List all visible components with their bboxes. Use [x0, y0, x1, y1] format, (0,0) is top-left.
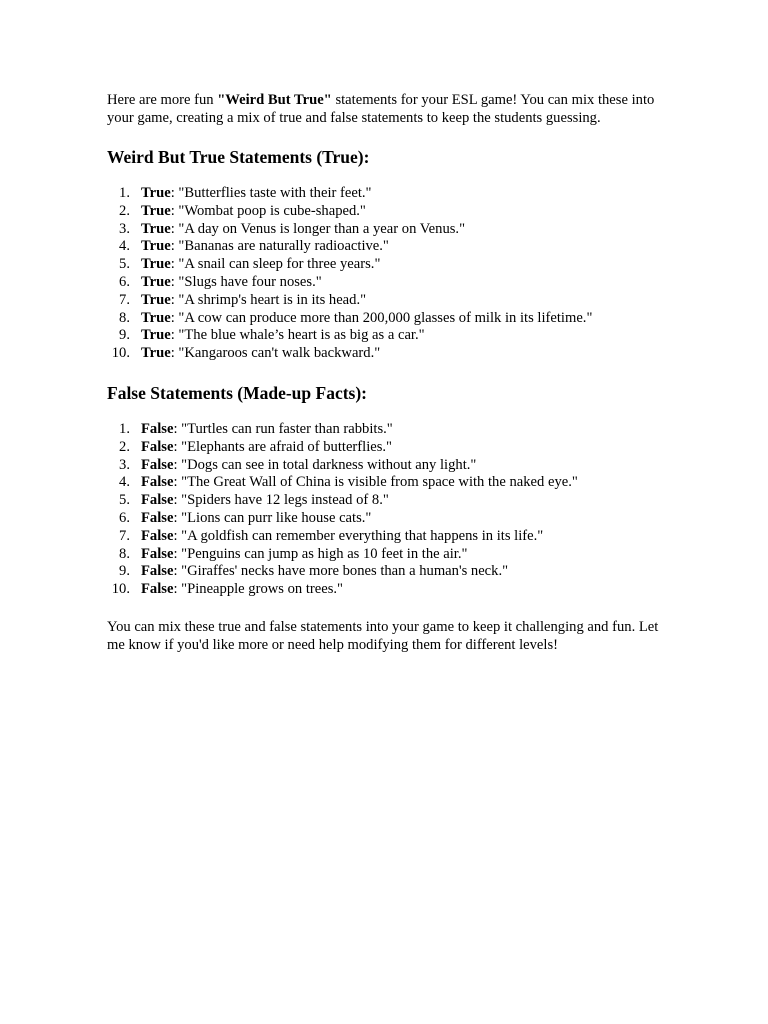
statement-label: False: [141, 456, 174, 473]
statement-text: : "Giraffes' necks have more bones than a human's neck.": [173, 563, 509, 580]
intro-text-after: statements for your ESL game! You can mix these into your game, creating a mix of true and false statements to keep the students guessing.: [107, 92, 655, 126]
statement-label: True: [141, 327, 171, 344]
statement-text: : "Spiders have 12 legs instead of 8.": [173, 492, 389, 509]
false-statement-item: [107, 528, 667, 546]
statement-label: True: [141, 220, 171, 237]
list-number: 6.: [119, 509, 130, 526]
statement-text: : "Kangaroos can't walk backward.": [170, 345, 381, 362]
intro-paragraph: [107, 91, 667, 127]
false-statement-item: [107, 474, 667, 492]
list-number: 2.: [119, 202, 130, 219]
statement-text: : "The blue whale’s heart is as big as a car.": [170, 327, 425, 344]
list-number: 10.: [111, 345, 130, 362]
true-statement-item: [107, 256, 667, 274]
statement-text: : "Penguins can jump as high as 10 feet in the air.": [173, 545, 468, 562]
statement-label: False: [141, 509, 174, 526]
list-number: 8.: [119, 309, 130, 326]
statement-label: True: [141, 185, 171, 201]
true-statement-item: [107, 203, 667, 221]
statement-text: : "Lions can purr like house cats.": [173, 509, 372, 526]
list-number: 3.: [119, 220, 130, 237]
false-statement-item: [107, 546, 667, 564]
true-statement-item: [107, 327, 667, 345]
true-section-heading: Weird But True Statements (True):: [107, 147, 370, 167]
true-statement-item: [107, 221, 667, 239]
list-number: 7.: [119, 291, 130, 308]
list-number: 2.: [119, 438, 130, 455]
true-statement-item: [107, 292, 667, 310]
statement-text: : "Dogs can see in total darkness without any light.": [173, 456, 477, 473]
statement-label: False: [141, 474, 174, 491]
false-statement-item: [107, 457, 667, 475]
statement-label: False: [141, 420, 174, 437]
list-number: 1.: [119, 420, 130, 437]
statement-label: True: [141, 345, 171, 362]
statement-label: True: [141, 238, 171, 255]
statement-label: False: [141, 492, 174, 509]
statement-text: : "A day on Venus is longer than a year on Venus.": [170, 220, 466, 237]
document-page: [107, 91, 667, 654]
false-statement-item: [107, 581, 667, 599]
true-statements-list: [107, 185, 667, 363]
statement-text: : "A shrimp's heart is in its head.": [170, 291, 367, 308]
false-statement-item: [107, 492, 667, 510]
list-number: 10.: [111, 581, 130, 598]
statement-text: : "A goldfish can remember everything that happens in its life.": [173, 527, 544, 544]
statement-label: True: [141, 202, 171, 219]
list-number: 9.: [119, 563, 130, 580]
list-number: 3.: [119, 456, 130, 473]
false-section-heading: False Statements (Made-up Facts):: [107, 382, 368, 403]
true-statement-item: [107, 274, 667, 292]
statement-text: : "Bananas are naturally radioactive.": [170, 238, 389, 255]
list-number: 1.: [119, 185, 130, 201]
list-number: 6.: [119, 273, 130, 290]
true-statement-item: [107, 185, 667, 203]
false-statement-item: [107, 563, 667, 581]
statement-label: False: [141, 527, 174, 544]
intro-highlight: "Weird But True": [217, 92, 332, 108]
list-number: 8.: [119, 545, 130, 562]
list-number: 7.: [119, 527, 130, 544]
closing-paragraph: You can mix these true and false statements into your game to keep it challenging and fun. Let me know if you'd like more or need help modifying them for different levels!: [107, 618, 659, 653]
intro-text-before: Here are more fun: [107, 92, 218, 108]
list-number: 4.: [119, 238, 130, 255]
statement-text: : "Pineapple grows on trees.": [173, 581, 344, 598]
statement-label: True: [141, 309, 171, 326]
true-statement-item: [107, 345, 667, 363]
false-statement-item: [107, 439, 667, 457]
false-statement-item: [107, 421, 667, 439]
statement-label: True: [141, 273, 171, 290]
statement-text: : "Elephants are afraid of butterflies.": [173, 438, 393, 455]
statement-text: : "Turtles can run faster than rabbits.": [173, 420, 393, 437]
list-number: 4.: [119, 474, 130, 491]
list-number: 5.: [119, 492, 130, 509]
statement-label: False: [141, 581, 174, 598]
statement-label: True: [141, 291, 171, 308]
list-number: 5.: [119, 256, 130, 273]
statement-text: : "Butterflies taste with their feet.": [170, 185, 372, 201]
statement-label: False: [141, 438, 174, 455]
statement-text: : "Slugs have four noses.": [170, 273, 322, 290]
false-statements-list: [107, 421, 667, 599]
true-statement-item: [107, 310, 667, 328]
statement-label: True: [141, 256, 171, 273]
statement-text: : "A snail can sleep for three years.": [170, 256, 381, 273]
true-statement-item: [107, 238, 667, 256]
statement-text: : "The Great Wall of China is visible from space with the naked eye.": [173, 474, 578, 491]
statement-text: : "Wombat poop is cube-shaped.": [170, 202, 366, 219]
list-number: 9.: [119, 327, 130, 344]
statement-label: False: [141, 563, 174, 580]
statement-label: False: [141, 545, 174, 562]
false-statement-item: [107, 510, 667, 528]
statement-text: : "A cow can produce more than 200,000 glasses of milk in its lifetime.": [170, 309, 593, 326]
